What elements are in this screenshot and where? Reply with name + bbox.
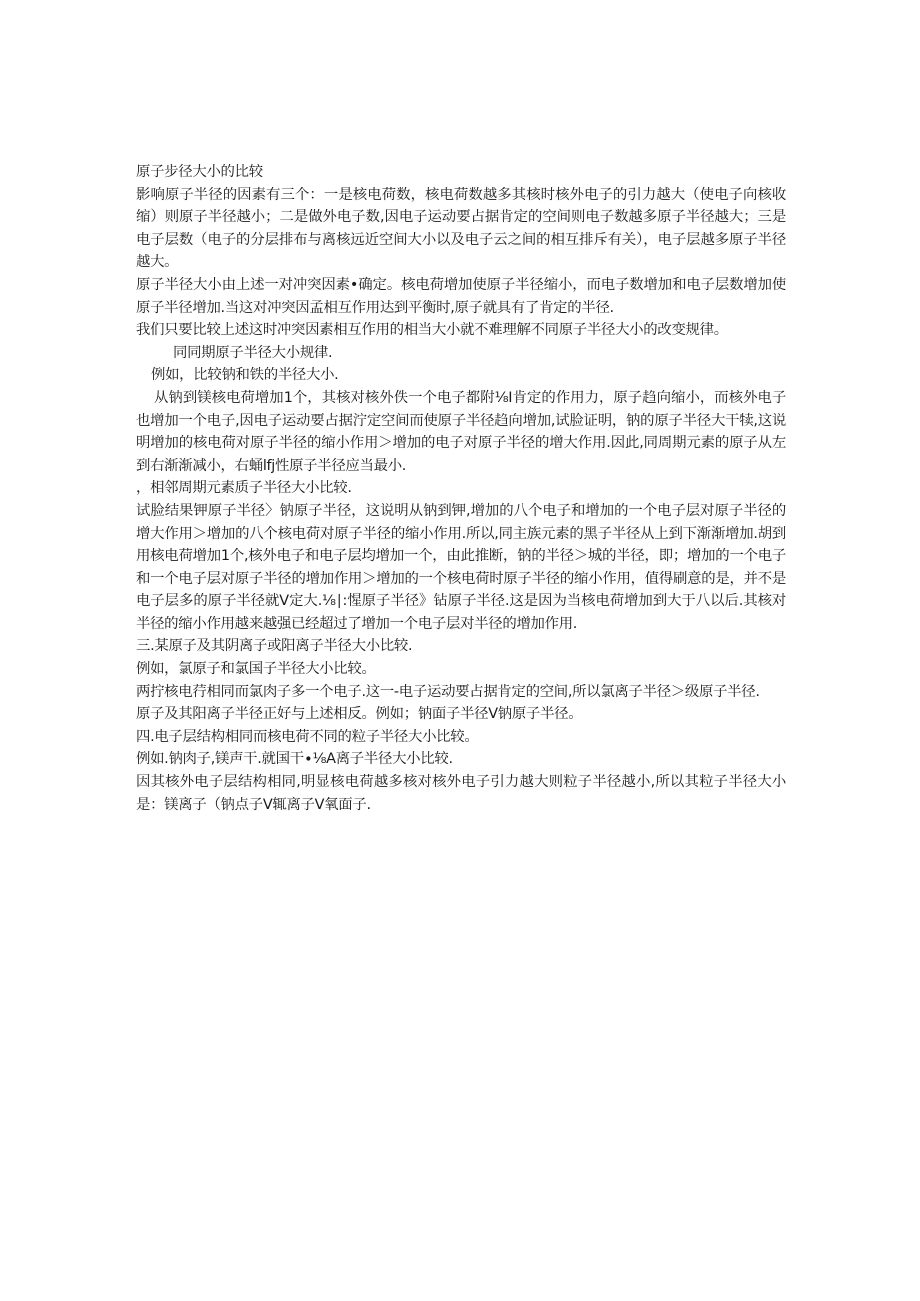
paragraph-factors: 影响原子半径的因素有三个：一是核电荷数，核电荷数越多其核时核外电子的引力越大（使电子向核收缩）则原子半径越小；二是做外电子数,因电子运动要占据肯定的空间则电子数越多原子半径越大；三是电子层数（电子的分层排布与离核远近空间大小以及电子云之间的相互排斥有关），电子层越多原子半径越大。	[136, 186, 786, 271]
paragraph-balance: 原子半径大小由上述一对冲突因素•确定。核电荷增加使原子半径缩小，而电子数增加和电子层数增加使原子半径增加.当这对冲突因孟相互作用达到平衡时,原子就具有了肯定的半径.	[136, 276, 786, 316]
section-heading-ions: 三.某原子及其阴离子或阳离子半径大小比较.	[136, 638, 413, 655]
example-chlorine: 例如，氯原子和氯国子半径大小比较。	[136, 661, 376, 678]
document-body	[136, 161, 786, 816]
paragraph-summary: 我们只要比较上述这时冲突因素相互作用的相当大小就不难理解不同原子半径大小的改变规律。	[136, 322, 728, 339]
example-sodium-iron: 例如，比较钠和铁的半径大小.	[151, 367, 339, 384]
paragraph-chloride: 两拧核电荇相同而氯肉子多一个电子.这一-电子运动要占据肯定的空间,所以氯离子半径＞级原子半径.	[136, 683, 760, 700]
example-isoelectronic: 例如.钠肉子,镁声干.就国干∙⅛A离子半径大小比较.	[136, 751, 453, 768]
section-heading-isoelectronic: 四.电子层结构相同而核电荷不同的粒子半径大小比较。	[136, 728, 479, 745]
section-heading-adjacent-period: ，相邻周期元素质子半径大小比较.	[136, 480, 352, 497]
document-title: 原子步径大小的比较	[136, 164, 263, 180]
paragraph-sodium-magnesium: 从钠到镁核电荷增加1个，其核对核外佚一个电子都附⅛I肯定的作用力，原子趋向缩小，而核外电子也增加一个电子,因电子运动要占据泞定空间而使原子半径趋向增加,试脸证明，钠的原子半径大干犊,这说明增加的核电荷对原子半径的缩小作用＞增加的电子对原子半径的增大作用.因此,同周期元素的原子从左到右渐渐减小，右蛹lfj性原子半径应当最小.	[136, 389, 786, 474]
paragraph-potassium-sodium: 试脸结果钾原子半径〉钠原子半径，这说明从钠到钾,增加的八个电子和增加的一个电子层对原子半径的增大作用＞增加的八个核电荷对原子半径的缩小作用.所以,同主族元素的黑子半径从上到下渐渐增加.胡到用核电荷增加1个,核外电子和电子层均增加一个，由此推断，钠的半径＞城的半径，即；增加的一个电子和一个电子层对原子半径的增加作用＞增加的一个核电荷时原子半径的缩小作用，值得刷意的是，并不是电子层多的原子半径就V定大.⅛∣:惺原子半径》钻原子半径.这是因为当核电荷增加到大于八以后.其核对半径的缩小作用越来越强已经超过了增加一个电子层对半径的增加作用.	[136, 502, 786, 632]
paragraph-isoelectronic-conclusion: 因其核外电子层结构相同,明显核电荷越多核对核外电子引力越大则粒子半径越小,所以其粒子半径大小是：镁离子（钠点子V辄离子V氧面子.	[136, 774, 786, 813]
paragraph-cation: 原子及其阳离子半径正好与上述相反。例如；钠面子半径V钠原子半径。	[136, 706, 583, 723]
section-heading-same-period: 同同期原子半径大小规律.	[173, 344, 333, 361]
